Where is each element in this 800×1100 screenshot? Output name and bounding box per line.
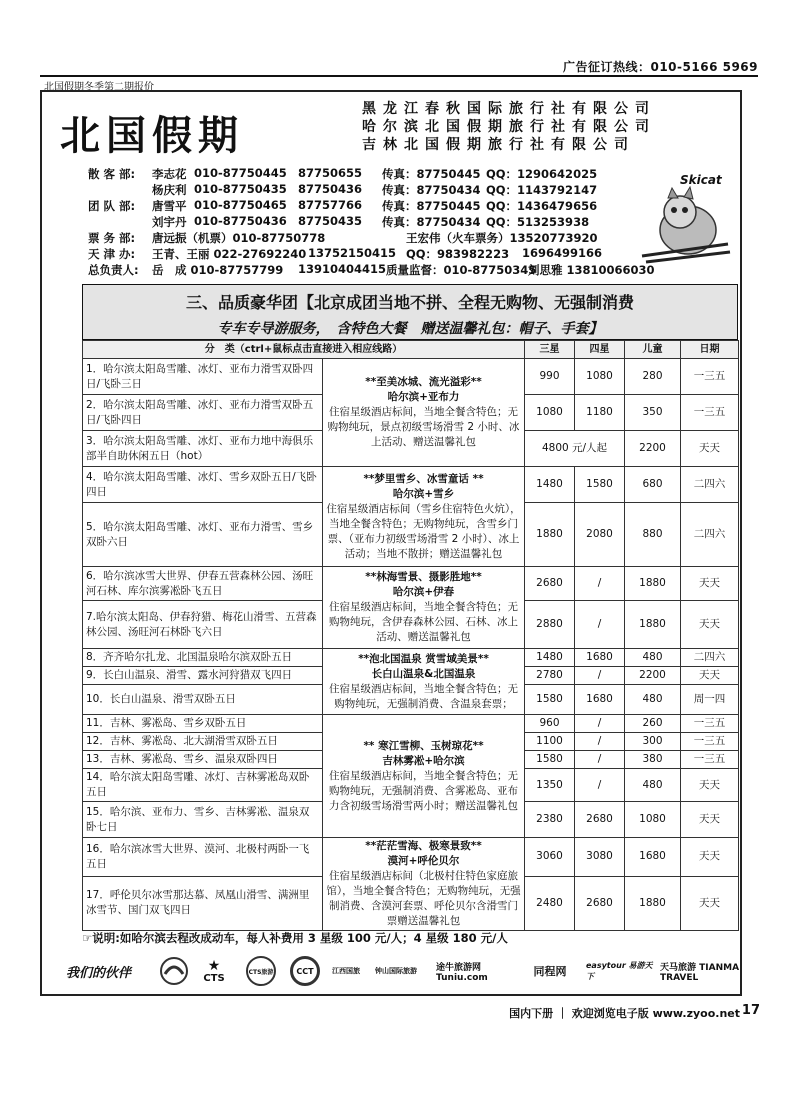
price-three-star: 2880 bbox=[525, 601, 575, 649]
partner-logo bbox=[158, 956, 190, 986]
contact-qq: QQ：1143792147 bbox=[486, 183, 598, 197]
banner-subtitle: 专车专导游服务， 含特色大餐 赠送温馨礼包：帽子、手套】 bbox=[217, 321, 603, 337]
table-row bbox=[83, 359, 739, 395]
group-description: 住宿星级酒店标间（北极村住特色家庭旅馆），当地全餐含特色；无购物纯玩，无强制消费、含漠河套票、呼伦贝尔含滑雪门票赠送温馨礼包 bbox=[326, 870, 521, 927]
partner-logo bbox=[586, 956, 656, 986]
departure-days: 二四六 bbox=[681, 649, 739, 667]
group-destination: 漠河+呼伦贝尔 bbox=[387, 855, 460, 867]
price-four-star: 2680 bbox=[575, 802, 625, 838]
partner-logo bbox=[328, 956, 364, 986]
skicat-mascot-image bbox=[632, 170, 736, 266]
table-row bbox=[83, 649, 739, 667]
partner-name: 天马旅游 TIANMA TRAVEL bbox=[660, 962, 740, 983]
dept-label: 团 队 部: bbox=[88, 199, 136, 213]
partner-name: CCT bbox=[290, 956, 320, 986]
price-four-star: 1680 bbox=[575, 685, 625, 715]
contact-qq: QQ：513253938 bbox=[486, 215, 590, 229]
group-highlight: **泡北国温泉 赏雪域美景** bbox=[358, 652, 489, 665]
group-info bbox=[323, 838, 525, 931]
group-destination: 吉林雾凇+哈尔滨 bbox=[382, 754, 465, 767]
partner-logo bbox=[288, 956, 322, 986]
group-description: 住宿星级酒店标间，当地全餐含特色；无购物纯玩，含伊春森林公园、石林、冰上活动、赠送温馨礼包 bbox=[329, 601, 518, 643]
price-child: 280 bbox=[625, 359, 681, 395]
contact-name: 唐雪平 bbox=[152, 199, 187, 213]
price-four-star: 2680 bbox=[575, 876, 625, 930]
route-link[interactable]: 12．吉林、雾凇岛、北大湖滑雪双卧五日 bbox=[83, 733, 323, 751]
price-child: 380 bbox=[625, 751, 681, 769]
route-price-table bbox=[82, 340, 739, 931]
mascot-label: Skicat bbox=[680, 173, 722, 187]
price-child: 1080 bbox=[625, 802, 681, 838]
departure-days: 天天 bbox=[681, 567, 739, 601]
banner-title: 三、品质豪华团【北京成团当地不拼、全程无购物、无强制消费 bbox=[185, 293, 634, 312]
child-header: 儿童 bbox=[625, 341, 681, 359]
supervisor-contact: 刘思雅 13810066030 bbox=[528, 263, 655, 277]
price-child: 260 bbox=[625, 715, 681, 733]
contact-name: 刘宇丹 bbox=[152, 215, 187, 229]
price-child: 680 bbox=[625, 467, 681, 503]
price-child: 1880 bbox=[625, 876, 681, 930]
brand-logo: 北国假期 bbox=[60, 112, 244, 159]
route-link[interactable]: 8．齐齐哈尔扎龙、北国温泉哈尔滨双卧五日 bbox=[83, 649, 323, 667]
route-link[interactable]: 1．哈尔滨太阳岛雪雕、冰灯、亚布力滑雪双卧四日/飞卧三日 bbox=[83, 359, 323, 395]
route-link[interactable]: 4．哈尔滨太阳岛雪雕、冰灯、雪乡双卧五日/飞卧四日 bbox=[83, 467, 323, 503]
four-star-header: 四星 bbox=[575, 341, 625, 359]
price-three-star: 2380 bbox=[525, 802, 575, 838]
footer-text: 国内下册 ｜ 欢迎浏览电子版 www.zyoo.net bbox=[509, 1007, 740, 1020]
table-row bbox=[83, 467, 739, 503]
group-destination: 哈尔滨+雪乡 bbox=[392, 487, 455, 500]
route-link[interactable]: 3．哈尔滨太阳岛雪雕、冰灯、亚布力地中海俱乐部半自助休闲五日（hot） bbox=[83, 431, 323, 467]
group-highlight: **茫茫雪海、极寒景致** bbox=[365, 840, 482, 852]
top-divider bbox=[40, 75, 758, 77]
route-link[interactable]: 2．哈尔滨太阳岛雪雕、冰灯、亚布力滑雪双卧五日/飞卧四日 bbox=[83, 395, 323, 431]
partner-logo bbox=[366, 956, 426, 986]
group-description: 住宿星级酒店标间，当地全餐含特色；无购物纯玩，景点初级雪场滑雪 2 小时、冰上活动、赠送温馨礼包 bbox=[327, 406, 520, 448]
route-link[interactable]: 14．哈尔滨太阳岛雪雕、冰灯、吉林雾凇岛双卧五日 bbox=[83, 769, 323, 802]
price-four-star: 2080 bbox=[575, 503, 625, 567]
departure-days: 一三五 bbox=[681, 715, 739, 733]
departure-days: 天天 bbox=[681, 838, 739, 877]
group-highlight: **至美冰城、流光溢彩** bbox=[365, 376, 482, 388]
price-three-star: 2480 bbox=[525, 876, 575, 930]
price-from: 4800 元/人起 bbox=[525, 431, 625, 467]
price-three-star: 3060 bbox=[525, 838, 575, 877]
route-link[interactable]: 10．长白山温泉、滑雪双卧五日 bbox=[83, 685, 323, 715]
price-child: 1680 bbox=[625, 838, 681, 877]
price-three-star: 1480 bbox=[525, 467, 575, 503]
table-row bbox=[83, 567, 739, 601]
contact-fax: 传真：87750434 bbox=[382, 215, 481, 229]
price-four-star: / bbox=[575, 769, 625, 802]
gm-contact: 岳 成 010-87757799 bbox=[152, 263, 284, 277]
price-child: 480 bbox=[625, 769, 681, 802]
group-description: 住宿星级酒店标间，当地全餐含特色；无购物纯玩，无强制消费、含雾凇岛、亚布力含初级雪场滑雪两小时；赠送温馨礼包 bbox=[329, 769, 518, 812]
contact-phone-2: 87750436 bbox=[298, 182, 363, 196]
price-child: 350 bbox=[625, 395, 681, 431]
group-destination: 哈尔滨+伊春 bbox=[392, 586, 455, 598]
price-four-star: 1080 bbox=[575, 359, 625, 395]
partner-name: CTS旅游 bbox=[246, 956, 276, 986]
contact-phone-2: 87750655 bbox=[298, 166, 363, 180]
dept-label: 散 客 部: bbox=[88, 167, 136, 181]
group-description: 住宿星级酒店标间（雪乡住宿特色火炕），当地全餐含特色；无购物纯玩，含雪乡门票、（亚布力初级雪场滑雪 2 小时）、冰上活动；当地不散拼；赠送温馨礼包 bbox=[326, 502, 521, 560]
route-link[interactable]: 16．哈尔滨冰雪大世界、漠河、北极村两卧一飞五日 bbox=[83, 838, 323, 877]
contact-qq: QQ：1290642025 bbox=[486, 167, 598, 181]
tianjin-qq: QQ：983982223 bbox=[406, 247, 510, 261]
group-highlight: **林海雪景、摄影胜地** bbox=[365, 571, 482, 583]
route-link[interactable]: 5．哈尔滨太阳岛雪雕、冰灯、亚布力滑雪、雪乡双卧六日 bbox=[83, 503, 323, 567]
dept-label: 票 务 部: bbox=[88, 231, 136, 245]
price-three-star: 1580 bbox=[525, 751, 575, 769]
contact-name: 杨庆利 bbox=[152, 183, 187, 197]
departure-days: 天天 bbox=[681, 876, 739, 930]
route-link[interactable]: 17．呼伦贝尔冰雪那达慕、凤凰山滑雪、满洲里冰雪节、国门双飞四日 bbox=[83, 876, 323, 930]
group-info bbox=[323, 567, 525, 649]
partner-logo bbox=[436, 956, 514, 986]
price-note: ☞说明:如哈尔滨去程改成动车，每人补费用 3 星级 100 元/人；4 星级 180 元/人 bbox=[82, 931, 508, 945]
tianjin-contact: 王青、王丽 022-27692240 bbox=[152, 247, 307, 261]
contact-qq: QQ：1436479656 bbox=[486, 199, 598, 213]
contact-phone: 010-87750465 bbox=[194, 198, 287, 212]
group-highlight: **梦里雪乡、冰雪童话 ** bbox=[363, 472, 484, 485]
tianjin-qq-2: 1696499166 bbox=[522, 246, 603, 260]
season-label: 北国假期冬季第二期报价 bbox=[44, 82, 154, 93]
departure-days: 二四六 bbox=[681, 503, 739, 567]
departure-days: 天天 bbox=[681, 667, 739, 685]
partner-name: 钟山国际旅游 bbox=[375, 967, 417, 975]
group-destination: 长白山温泉&北国温泉 bbox=[371, 667, 476, 680]
price-four-star: / bbox=[575, 601, 625, 649]
price-four-star: / bbox=[575, 667, 625, 685]
price-three-star: 1080 bbox=[525, 395, 575, 431]
price-three-star: 1100 bbox=[525, 733, 575, 751]
departure-days: 周一四 bbox=[681, 685, 739, 715]
contact-fax: 传真：87750445 bbox=[382, 199, 481, 213]
tour-banner bbox=[82, 284, 738, 340]
group-description: 住宿星级酒店标间，当地全餐含特色；无购物纯玩，无强制消费、含温泉套票； bbox=[329, 682, 518, 710]
route-link[interactable]: 7.哈尔滨太阳岛、伊春狩猎、梅花山滑雪、五营森林公园、汤旺河石林卧飞六日 bbox=[83, 601, 323, 649]
category-header: 分 类（ctrl+鼠标点击直接进入相应线路） bbox=[83, 341, 525, 359]
partner-name: easytour 易游天下 bbox=[586, 961, 653, 981]
price-three-star: 1880 bbox=[525, 503, 575, 567]
partner-logo bbox=[518, 956, 582, 986]
partner-name: 同程网 bbox=[533, 965, 567, 978]
price-four-star: / bbox=[575, 715, 625, 733]
route-link[interactable]: 9．长白山温泉、滑雪、露水河狩猎双飞四日 bbox=[83, 667, 323, 685]
three-star-header: 三星 bbox=[525, 341, 575, 359]
quality-supervision: 质量监督：010-87750345 bbox=[386, 263, 537, 277]
price-child: 480 bbox=[625, 685, 681, 715]
departure-days: 一三五 bbox=[681, 751, 739, 769]
price-four-star: 1680 bbox=[575, 649, 625, 667]
route-link[interactable]: 6．哈尔滨冰雪大世界、伊春五营森林公园、汤旺河石林、库尔滨雾凇卧飞五日 bbox=[83, 567, 323, 601]
price-three-star: 1580 bbox=[525, 685, 575, 715]
partner-name: CTS bbox=[203, 972, 225, 984]
price-four-star: / bbox=[575, 567, 625, 601]
train-ticket-contact: 王宏伟（火车票务）13520773920 bbox=[406, 231, 598, 245]
group-info bbox=[323, 467, 525, 567]
price-four-star: 1180 bbox=[575, 395, 625, 431]
group-destination: 哈尔滨+亚布力 bbox=[387, 391, 460, 403]
price-four-star: / bbox=[575, 733, 625, 751]
price-child: 2200 bbox=[625, 667, 681, 685]
contact-phone: 010-87750445 bbox=[194, 166, 287, 180]
company-name: 吉林北国假期旅行社有限公司 bbox=[362, 137, 635, 153]
partner-logo: ★ CTS bbox=[203, 957, 225, 984]
price-child: 300 bbox=[625, 733, 681, 751]
contact-phone-2: 87750435 bbox=[298, 214, 363, 228]
contact-phone: 010-87750435 bbox=[194, 182, 287, 196]
route-link[interactable]: 11．吉林、雾凇岛、雪乡双卧五日 bbox=[83, 715, 323, 733]
group-info bbox=[323, 359, 525, 467]
departure-days: 二四六 bbox=[681, 467, 739, 503]
dept-label: 天 津 办: bbox=[88, 247, 136, 261]
departure-days: 一三五 bbox=[681, 359, 739, 395]
price-three-star: 990 bbox=[525, 359, 575, 395]
price-three-star: 1480 bbox=[525, 649, 575, 667]
price-four-star: 3080 bbox=[575, 838, 625, 877]
price-child: 480 bbox=[625, 649, 681, 667]
page-number: 17 bbox=[741, 1003, 760, 1018]
price-four-star: / bbox=[575, 751, 625, 769]
price-three-star: 2780 bbox=[525, 667, 575, 685]
departure-days: 天天 bbox=[681, 431, 739, 467]
price-child: 1880 bbox=[625, 601, 681, 649]
contact-name: 李志花 bbox=[152, 167, 187, 181]
partners-strip bbox=[66, 952, 740, 990]
price-child: 1880 bbox=[625, 567, 681, 601]
price-three-star: 960 bbox=[525, 715, 575, 733]
date-header: 日期 bbox=[681, 341, 739, 359]
partner-logo bbox=[660, 956, 740, 986]
price-four-star: 1580 bbox=[575, 467, 625, 503]
company-name: 黑龙江春秋国际旅行社有限公司 bbox=[362, 101, 656, 117]
group-highlight: ** 寒江雪柳、玉树琼花** bbox=[363, 739, 484, 752]
contact-phone-2: 87757766 bbox=[298, 198, 363, 212]
ticket-contact: 唐远振（机票）010-87750778 bbox=[152, 231, 326, 245]
company-name: 哈尔滨北国假期旅行社有限公司 bbox=[362, 119, 656, 135]
contact-fax: 传真：87750434 bbox=[382, 183, 481, 197]
partner-name: 途牛旅游网 Tuniu.com bbox=[436, 962, 488, 983]
route-link[interactable]: 13．吉林、雾凇岛、雪乡、温泉双卧四日 bbox=[83, 751, 323, 769]
table-row bbox=[83, 838, 739, 877]
tianjin-phone-2: 13752150415 bbox=[308, 246, 397, 260]
table-row bbox=[83, 715, 739, 733]
price-child: 2200 bbox=[625, 431, 681, 467]
route-link[interactable]: 15．哈尔滨、亚布力、雪乡、吉林雾凇、温泉双卧七日 bbox=[83, 802, 323, 838]
partner-name: 江西国旅 bbox=[332, 967, 360, 975]
dept-label: 总负责人: bbox=[88, 263, 139, 277]
price-three-star: 1350 bbox=[525, 769, 575, 802]
company-list bbox=[362, 100, 656, 154]
departure-days: 天天 bbox=[681, 601, 739, 649]
departure-days: 天天 bbox=[681, 802, 739, 838]
table-header-row bbox=[83, 341, 739, 359]
group-info bbox=[323, 715, 525, 838]
departure-days: 一三五 bbox=[681, 395, 739, 431]
departure-days: 天天 bbox=[681, 769, 739, 802]
group-info bbox=[323, 649, 525, 715]
departure-days: 一三五 bbox=[681, 733, 739, 751]
partner-logo bbox=[240, 956, 282, 986]
ad-hotline: 广告征订热线：010-5166 5969 bbox=[562, 60, 758, 74]
gm-phone-2: 13910404415 bbox=[298, 262, 387, 276]
contact-phone: 010-87750436 bbox=[194, 214, 287, 228]
price-child: 880 bbox=[625, 503, 681, 567]
price-three-star: 2680 bbox=[525, 567, 575, 601]
contact-fax: 传真：87750445 bbox=[382, 167, 481, 181]
partners-label: 我们的伙伴 bbox=[66, 966, 132, 981]
